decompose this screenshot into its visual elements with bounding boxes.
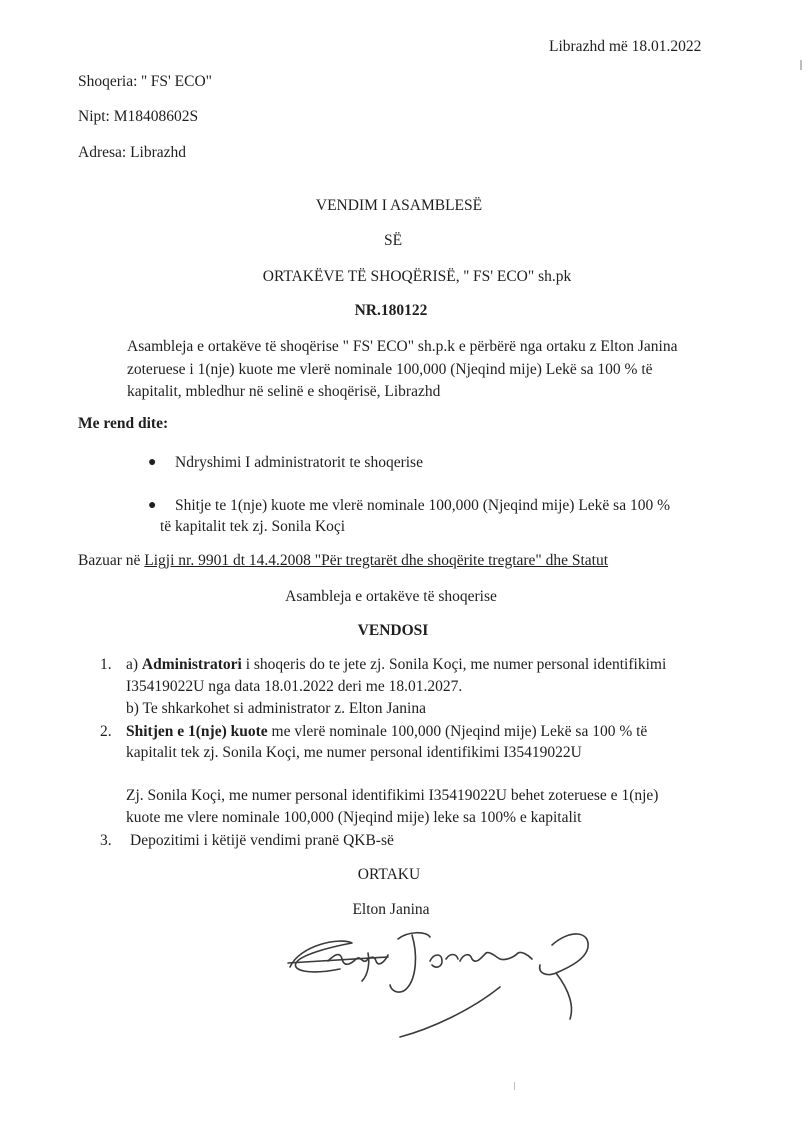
- agenda-item-2-line-2: të kapitalit tek zj. Sonila Koçi: [160, 518, 346, 535]
- intro-line-2: zoteruese i 1(nje) kuote me vlerë nominale 100,000 (Njeqind mije) Lekë sa 100 % të: [127, 361, 653, 378]
- agenda-item-2-line-1: Shitje te 1(nje) kuote me vlerë nominale 100,000 (Njeqind mije) Lekë sa 100 %: [175, 497, 671, 514]
- decision-2-note-line-2: kuote me vlere nominale 100,000 (Njeqind mije) leke sa 100% e kapitalit: [126, 809, 582, 826]
- decision-2-rest: me vlerë nominale 100,000 (Njeqind mije) Lekë sa 100 % të: [267, 723, 648, 740]
- intro-line-3: kapitalit, mbledhur në selinë e shoqërisë, Librazhd: [127, 383, 441, 400]
- place-date: Librazhd më 18.01.2022: [549, 38, 702, 55]
- address-line: Adresa: Librazhd: [78, 144, 187, 161]
- decision-1a-bold: Administratori: [141, 656, 242, 673]
- decision-1a-line-2: I35419022U nga data 18.01.2022 deri me 18.01.2027.: [126, 678, 463, 695]
- intro-line-1: Asambleja e ortakëve të shoqërise " FS' ECO" sh.p.k e përbërë nga ortaku z Elton Janina: [127, 338, 678, 355]
- decision-2-bold: Shitjen e 1(nje) kuote: [126, 723, 268, 740]
- agenda-item-1: Ndryshimi I administratorit te shoqerise: [175, 454, 423, 471]
- bullet-icon: ●: [148, 455, 157, 470]
- scan-mark: [800, 60, 802, 70]
- title-line-1: VENDIM I ASAMBLESË: [315, 197, 483, 214]
- legal-basis-prefix: Bazuar në: [78, 552, 145, 569]
- decision-number-2: 2.: [100, 723, 112, 740]
- signature-name: Elton Janina: [352, 901, 430, 918]
- decides-heading: VENDOSI: [357, 622, 429, 639]
- decision-number-1: 1.: [100, 656, 112, 673]
- company-line: Shoqeria: '' FS' ECO": [78, 73, 212, 90]
- decision-3: Depozitimi i këtijë vendimi pranë QKB-së: [130, 832, 394, 849]
- decision-number: NR.180122: [354, 302, 428, 319]
- bullet-icon: ●: [148, 498, 157, 513]
- assembly-line: Asambleja e ortakëve të shoqerise: [285, 588, 497, 605]
- decision-2-note-line-1: Zj. Sonila Koçi, me numer personal identifikimi I35419022U behet zoteruese e 1(nje): [126, 787, 659, 804]
- decision-1a: [126, 656, 666, 674]
- nipt-line: Nipt: M18408602S: [78, 108, 199, 125]
- signature-role: ORTAKU: [357, 866, 421, 883]
- legal-basis: [78, 552, 608, 570]
- decision-number-3: 3.: [100, 832, 112, 849]
- scan-mark: [514, 1082, 515, 1090]
- handwritten-signature: [270, 915, 610, 1045]
- decision-1a-rest: i shoqeris do te jete zj. Sonila Koçi, me numer personal identifikimi: [241, 656, 667, 673]
- decision-1a-prefix: a): [126, 656, 142, 673]
- decision-2: [126, 723, 647, 741]
- decision-1b: b) Te shkarkohet si administrator z. Elton Janina: [126, 700, 426, 717]
- decision-2-line-2: kapitalit tek zj. Sonila Koçi, me numer personal identifikimi I35419022U: [126, 744, 582, 761]
- agenda-heading: Me rend dite:: [78, 415, 169, 432]
- title-line-2: SË: [383, 232, 403, 249]
- title-line-3: ORTAKËVE TË SHOQËRISË, '' FS' ECO" sh.pk: [262, 268, 572, 285]
- law-reference: Ligji nr. 9901 dt 14.4.2008 "Për tregtarët dhe shoqërite tregtare" dhe Statut: [144, 552, 609, 569]
